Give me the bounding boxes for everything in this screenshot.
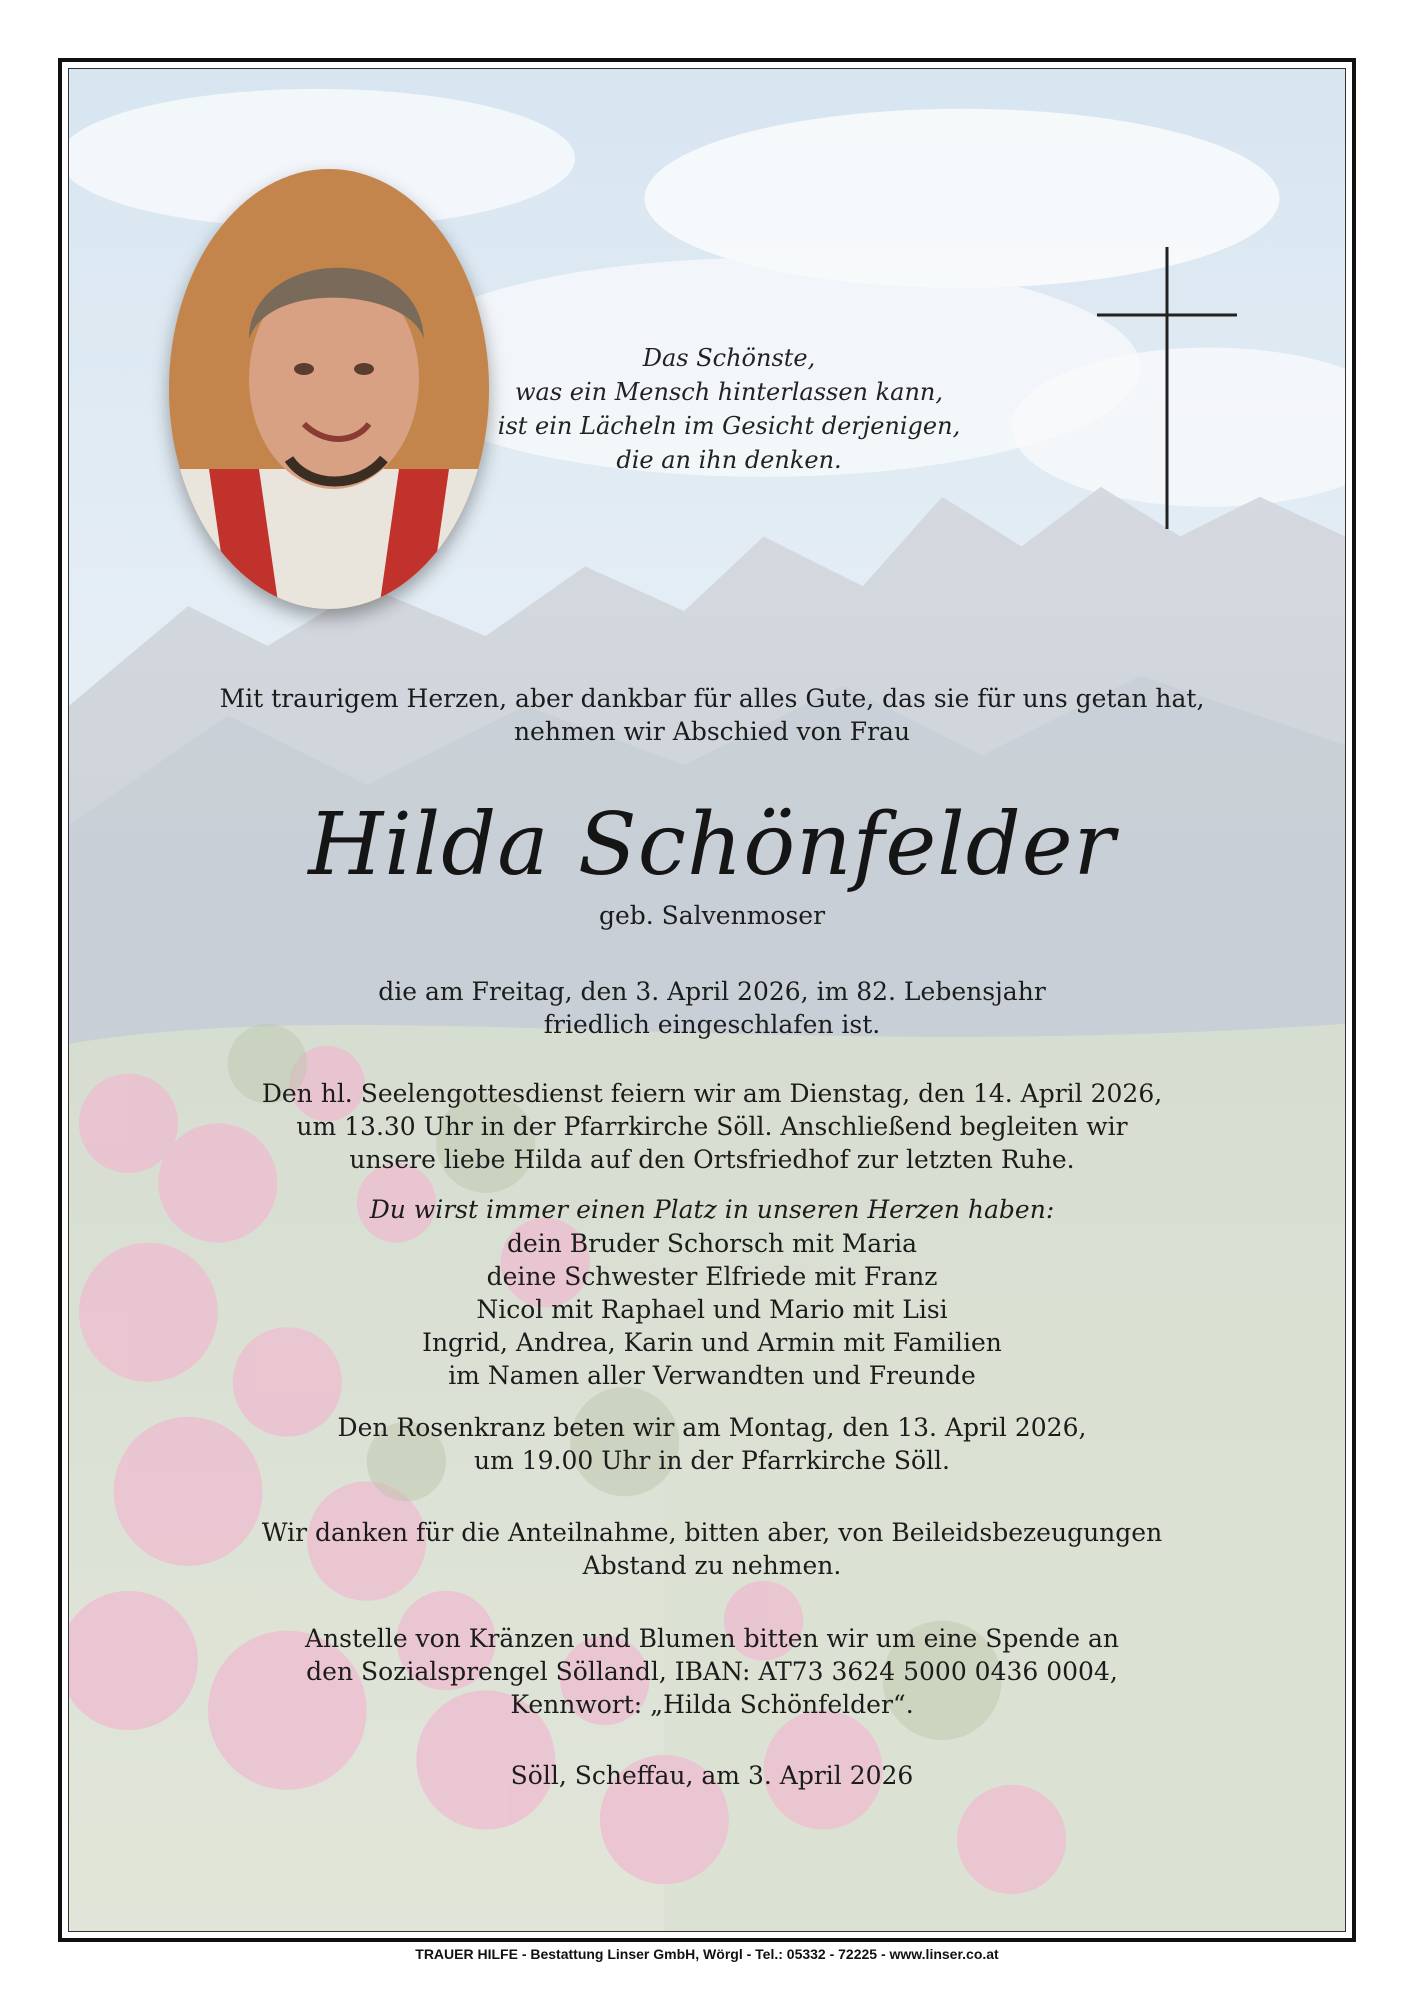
service-line: unsere liebe Hilda auf den Ortsfriedhof zur letzten Ruhe. <box>349 1145 1075 1174</box>
cross-icon <box>1097 247 1237 529</box>
quote-line: Das Schönste, <box>642 344 816 372</box>
obituary-card <box>68 68 1346 1932</box>
intro-line: Mit traurigem Herzen, aber dankbar für alles Gute, das sie für uns getan hat, <box>219 684 1205 713</box>
deceased-name: Hilda Schönfelder <box>308 795 1116 895</box>
birth-name-text: geb. Salvenmoser <box>598 901 826 930</box>
intro-text <box>69 682 1346 748</box>
death-line: friedlich eingeschlafen ist. <box>543 1010 881 1039</box>
mourner-line: deine Schwester Elfriede mit Franz <box>486 1262 938 1291</box>
quote-line: was ein Mensch hinterlassen kann, <box>514 378 944 406</box>
service-line: um 13.30 Uhr in der Pfarrkirche Söll. Anschließend begleiten wir <box>296 1112 1128 1141</box>
mourner-line: Nicol mit Raphael und Mario mit Lisi <box>476 1295 948 1324</box>
death-notice <box>69 975 1346 1041</box>
donation-line: Anstelle von Kränzen und Blumen bitten wir um eine Spende an <box>305 1624 1119 1653</box>
intro-line: nehmen wir Abschied von Frau <box>513 717 911 746</box>
donation-notice <box>69 1622 1346 1721</box>
quote-line: die an ihn denken. <box>616 446 842 474</box>
donation-line: den Sozialsprengel Söllandl, IBAN: AT73 3624 5000 0436 0004, <box>306 1657 1118 1686</box>
mourners-heading-text: Du wirst immer einen Platz in unseren Herzen haben: <box>369 1195 1055 1224</box>
thanks-line: Abstand zu nehmen. <box>582 1551 842 1580</box>
funeral-home-footer: TRAUER HILFE - Bestattung Linser GmbH, Wörgl - Tel.: 05332 - 72225 - www.linser.co.at <box>415 1946 999 1962</box>
place-date-text: Söll, Scheffau, am 3. April 2026 <box>510 1761 914 1790</box>
deceased-portrait-photo <box>169 169 489 609</box>
mourner-line: dein Bruder Schorsch mit Maria <box>506 1229 918 1258</box>
funeral-service-notice <box>69 1077 1346 1176</box>
rosary-line: Den Rosenkranz beten wir am Montag, den 13. April 2026, <box>337 1413 1087 1442</box>
mourners-list <box>69 1227 1346 1392</box>
obituary-frame <box>58 58 1356 1942</box>
mourner-line: im Namen aller Verwandten und Freunde <box>448 1361 976 1390</box>
rosary-line: um 19.00 Uhr in der Pfarrkirche Söll. <box>473 1446 950 1475</box>
donation-line: Kennwort: „Hilda Schönfelder“. <box>510 1690 914 1719</box>
mourner-line: Ingrid, Andrea, Karin und Armin mit Familien <box>422 1328 1002 1357</box>
mourners-heading <box>69 1193 1346 1226</box>
thanks-notice <box>69 1516 1346 1582</box>
thanks-line: Wir danken für die Anteilnahme, bitten aber, von Beileidsbezeugungen <box>261 1518 1163 1547</box>
birth-name <box>69 899 1346 932</box>
place-and-date <box>69 1759 1346 1792</box>
quote-line: ist ein Lächeln im Gesicht derjenigen, <box>497 412 961 440</box>
service-line: Den hl. Seelengottesdienst feiern wir am Dienstag, den 14. April 2026, <box>261 1079 1163 1108</box>
rosary-notice <box>69 1411 1346 1477</box>
death-line: die am Freitag, den 3. April 2026, im 82. Lebensjahr <box>378 977 1046 1006</box>
memorial-quote <box>469 341 989 477</box>
